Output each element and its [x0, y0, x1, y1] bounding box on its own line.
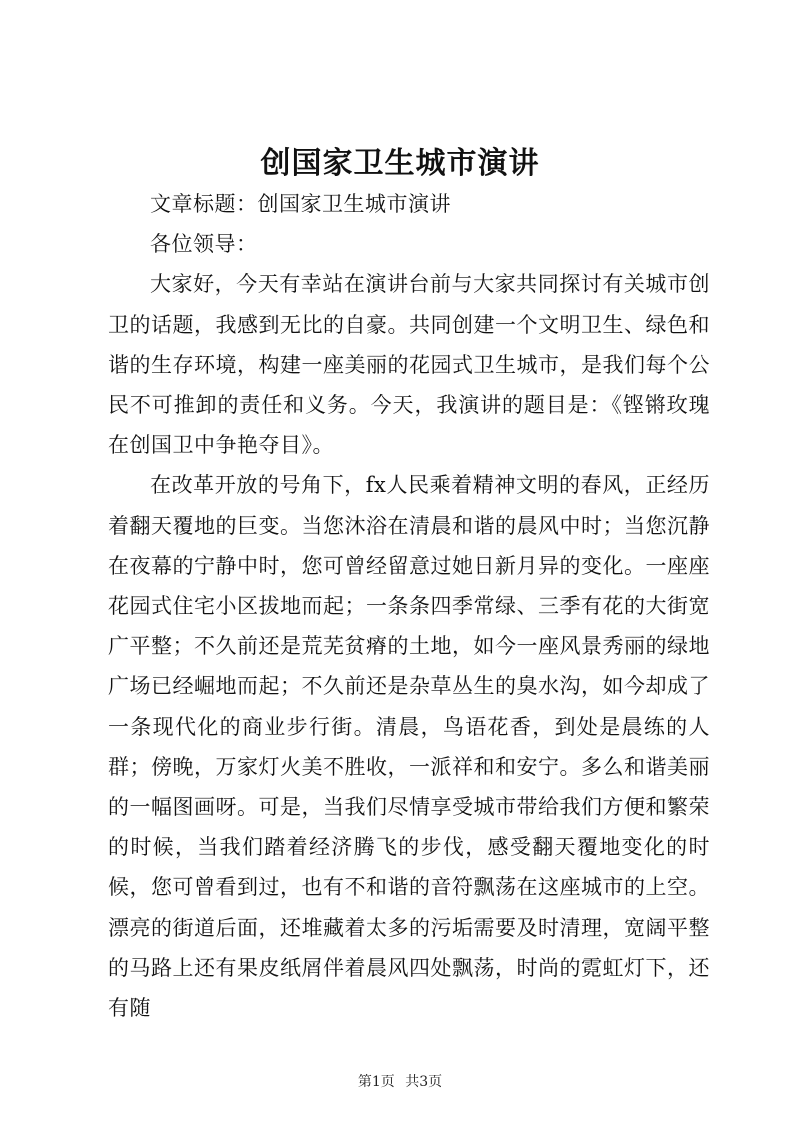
page-footer [0, 1072, 800, 1092]
document-title: 创国家卫生城市演讲 [260, 146, 540, 181]
article-title-line: 文章标题：创国家卫生城市演讲 [150, 192, 451, 216]
body-paragraph: 大家好，今天有幸站在演讲台前与大家共同探讨有关城市创卫的话题，我感到无比的自豪。共同创建一个文明卫生、绿色和谐的生存环境，构建一座美丽的花园式卫生城市，是我们每个公民不可推卸的责任和义务。今天，我演讲的题目是：《铿锵玫瑰在创国卫中争艳夺目》。 [108, 272, 710, 458]
salutation: 各位领导： [150, 232, 258, 257]
page-total: 共3页 [405, 1074, 443, 1090]
document-body [108, 184, 710, 1028]
page-number: 第1页 [357, 1074, 395, 1090]
body-paragraph: 在改革开放的号角下，fx人民乘着精神文明的春风，正经历着翻天覆地的巨变。当您沐浴在清晨和谐的晨风中时；当您沉静在夜幕的宁静中时，您可曾经留意过她日新月异的变化。一座座花园式住宅小区拔地而起；一条条四季常绿、三季有花的大街宽广平整；不久前还是荒芜贫瘠的土地，如今一座风景秀丽的绿地广场已经崛地而起；不久前还是杂草丛生的臭水沟，如今却成了一条现代化的商业步行街。清晨，鸟语花香，到处是晨练的人群；傍晚，万家灯火美不胜收，一派祥和和安宁。多么和谐美丽的一幅图画呀。可是，当我们尽情享受城市带给我们方便和繁荣的时候，当我们踏着经济腾飞的步伐，感受翻天覆地变化的时候，您可曾看到过，也有不和谐的音符飘荡在这座城市的上空。漂亮的街道后面，还堆藏着太多的污垢需要及时清理，宽阔平整的马路上还有果皮纸屑伴着晨风四处飘荡，时尚的霓虹灯下，还有随 [108, 473, 710, 1021]
